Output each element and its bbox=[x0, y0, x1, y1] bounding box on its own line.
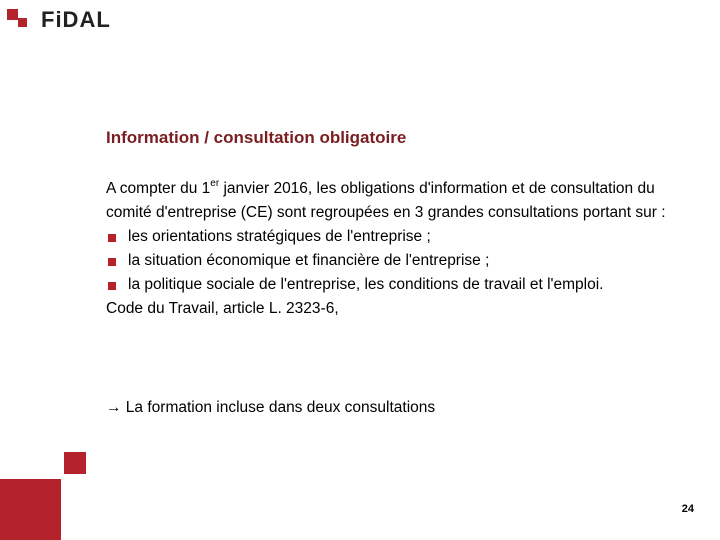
slide-body bbox=[106, 177, 696, 321]
page-number: 24 bbox=[681, 503, 694, 515]
bullet-square-icon bbox=[108, 258, 116, 266]
bullet-list bbox=[106, 225, 696, 297]
slide-title: Information / consultation obligatoire bbox=[106, 128, 407, 147]
list-item: les orientations stratégiques de l'entreprise ; bbox=[106, 225, 696, 249]
legal-reference: Code du Travail, article L. 2323-6, bbox=[106, 300, 339, 317]
list-item: la situation économique et financière de l'entreprise ; bbox=[106, 249, 696, 273]
fidal-logo bbox=[7, 9, 111, 31]
logo-text: FiDAL bbox=[41, 7, 111, 32]
logo-mark-icon bbox=[7, 9, 33, 29]
decorative-square-small bbox=[64, 452, 86, 474]
bullet-square-icon bbox=[108, 234, 116, 242]
decorative-square-large bbox=[0, 479, 61, 540]
conclusion-text: → La formation incluse dans deux consultations bbox=[106, 399, 436, 416]
list-item: la politique sociale de l'entreprise, les conditions de travail et l'emploi. bbox=[106, 273, 696, 297]
bullet-square-icon bbox=[108, 282, 116, 290]
intro-paragraph: A compter du 1er janvier 2016, les obligations d'information et de consultation du comité d'entreprise (CE) sont regroupées en 3 grandes consultations portant sur : bbox=[106, 177, 666, 221]
